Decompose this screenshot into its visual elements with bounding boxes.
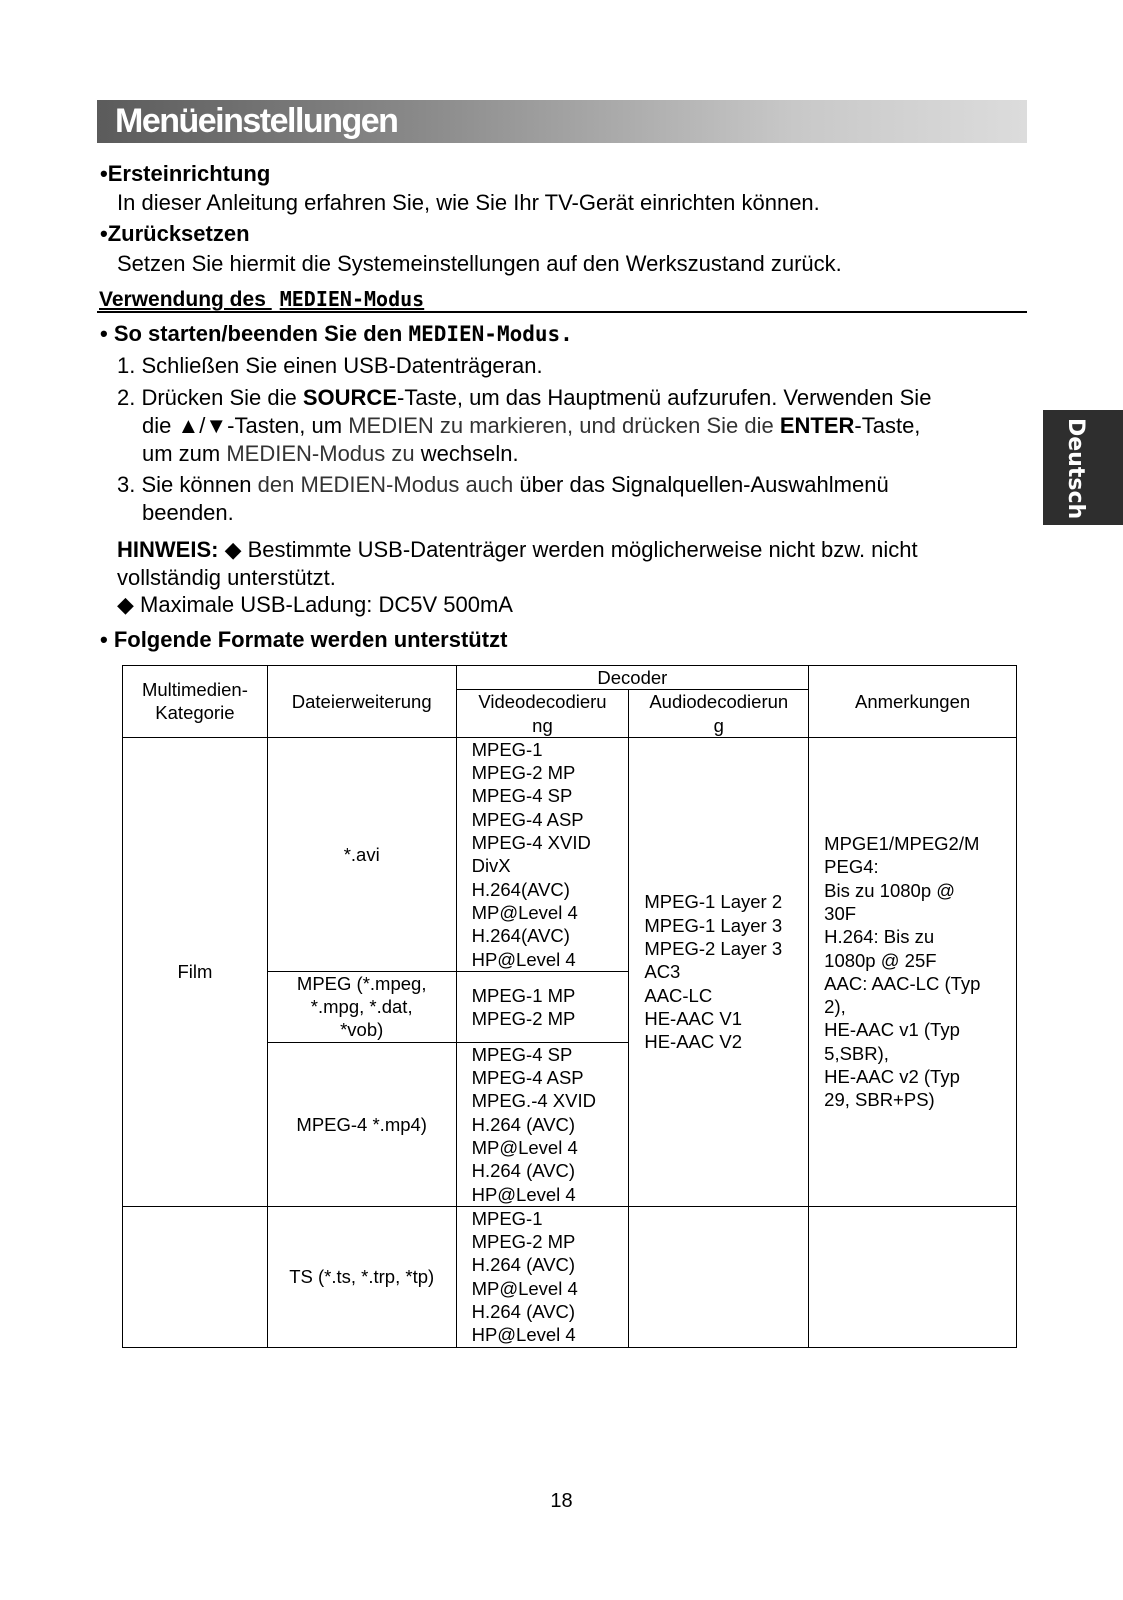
header-notes: Anmerkungen: [809, 666, 1017, 738]
step-3-line-1: 3. Sie können den MEDIEN-Modus auch über das Signalquellen-Auswahlmenü: [117, 472, 889, 497]
video-mpeg: MPEG-1 MP MPEG-2 MP: [456, 971, 629, 1042]
page-title: Menüeinstellungen: [115, 102, 398, 140]
extension-ts: TS (*.ts, *.trp, *tp): [267, 1206, 456, 1347]
note-label: HINWEIS:: [117, 537, 225, 562]
note-line-2: vollständig unterstützt.: [117, 565, 336, 590]
video-avi: MPEG-1 MPEG-2 MP MPEG-4 SP MPEG-4 ASP MPEG-4 XVID DivX H.264(AVC) MP@Level 4 H.264(AVC) HP@Level 4: [456, 737, 629, 971]
media-heading: Verwendung des MEDIEN-Modus: [99, 287, 425, 311]
notes-empty: [809, 1206, 1017, 1347]
notes-cell: MPGE1/MPEG2/M PEG4: Bis zu 1080p @ 30F H.264: Bis zu 1080p @ 25F AAC: AAC-LC (Typ 2), HE-AAC v1 (Typ 5,SBR), HE-AAC v2 (Typ 29, SBR+PS): [809, 737, 1017, 1206]
step-3-line-2: beenden.: [142, 500, 234, 525]
table-row: [123, 1206, 1017, 1347]
audio-codecs: MPEG-1 Layer 2 MPEG-1 Layer 3 MPEG-2 Layer 3 AC3 AAC-LC HE-AAC V1 HE-AAC V2: [629, 737, 809, 1206]
extension-mp4: MPEG-4 *.mp4): [267, 1042, 456, 1206]
step-2-line-2: die ▲/▼-Tasten, um MEDIEN zu markieren, und drücken Sie die ENTER-Taste,: [142, 413, 921, 438]
note-line-3: ◆ Maximale USB-Ladung: DC5V 500mA: [117, 592, 513, 617]
step-2-line-3: um zum MEDIEN-Modus zu wechseln.: [142, 441, 519, 466]
table-row: [123, 737, 1017, 971]
media-start-title: • So starten/beenden Sie den MEDIEN-Modus.: [100, 321, 573, 346]
section-text-ersteinrichtung: In dieser Anleitung erfahren Sie, wie Sie Ihr TV-Gerät einrichten können.: [117, 190, 820, 215]
header-audio: Audiodecodierun g: [629, 690, 809, 738]
table-header-row: [123, 666, 1017, 690]
section-title-zuruecksetzen: •Zurücksetzen: [100, 221, 250, 246]
extension-mpeg: MPEG (*.mpeg, *.mpg, *.dat, *vob): [267, 971, 456, 1042]
header-video: Videodecodieru ng: [456, 690, 629, 738]
category-empty: [123, 1206, 268, 1347]
category-film: Film: [123, 737, 268, 1206]
video-mp4: MPEG-4 SP MPEG-4 ASP MPEG.-4 XVID H.264 (AVC) MP@Level 4 H.264 (AVC) HP@Level 4: [456, 1042, 629, 1206]
header-extension: Dateierweiterung: [267, 666, 456, 738]
extension-avi: *.avi: [267, 737, 456, 971]
section-title-ersteinrichtung: •Ersteinrichtung: [100, 161, 271, 186]
heading-divider: [97, 311, 1027, 313]
note-line-1: HINWEIS: ◆ Bestimmte USB-Datenträger werden möglicherweise nicht bzw. nicht: [117, 537, 918, 562]
section-text-zuruecksetzen: Setzen Sie hiermit die Systemeinstellungen auf den Werkszustand zurück.: [117, 251, 842, 276]
audio-empty: [629, 1206, 809, 1347]
header-decoder: Decoder: [456, 666, 809, 690]
language-tab-label: Deutsch: [1063, 418, 1088, 520]
header-category: Multimedien- Kategorie: [123, 666, 268, 738]
language-tab: [1043, 410, 1123, 525]
page-title-bar: [97, 100, 1027, 143]
page-number: 18: [550, 1490, 573, 1512]
formats-title: • Folgende Formate werden unterstützt: [100, 627, 508, 652]
video-ts: MPEG-1 MPEG-2 MP H.264 (AVC) MP@Level 4 H.264 (AVC) HP@Level 4: [456, 1206, 629, 1347]
step-2-line-1: 2. Drücken Sie die SOURCE-Taste, um das Hauptmenü aufzurufen. Verwenden Sie: [117, 385, 932, 410]
step-1: 1. Schließen Sie einen USB-Datenträgeran.: [117, 353, 543, 378]
formats-table: [122, 665, 1017, 1348]
